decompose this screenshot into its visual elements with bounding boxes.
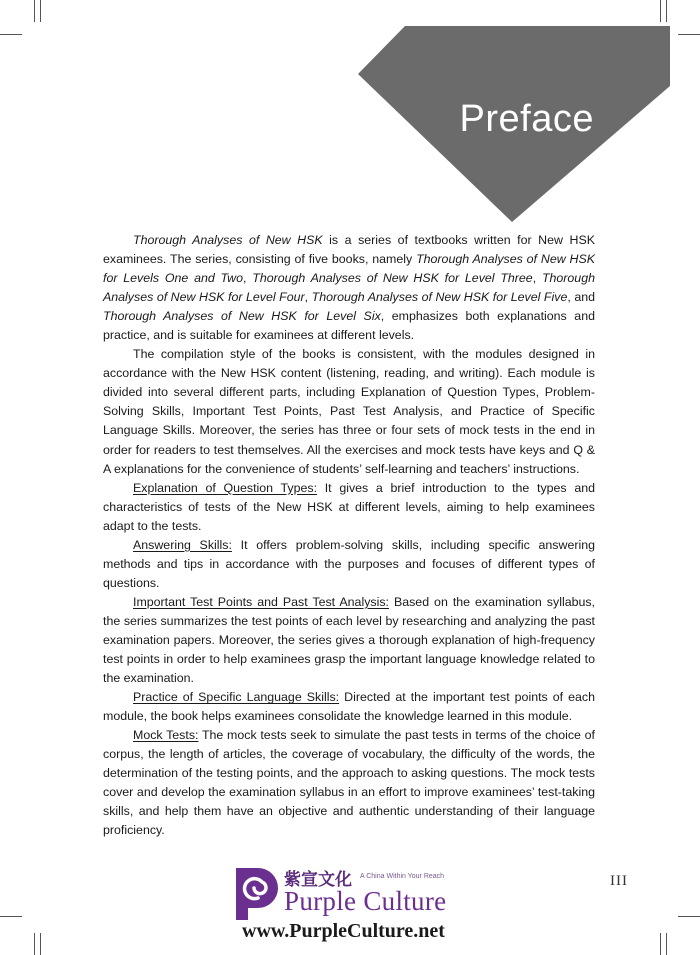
book-title: Thorough Analyses of New HSK for Level Six	[103, 309, 381, 324]
body-paragraph	[103, 231, 595, 345]
logo-url: www.PurpleCulture.net	[242, 920, 445, 942]
swirl-logo-icon	[228, 864, 280, 922]
paragraph-text: It gives a brief introduction to the types and characteristics of tests of the New HSK at different levels, aiming to help examinees adapt to the tests.	[103, 480, 595, 533]
preface-body	[103, 231, 595, 841]
book-title: Thorough Analyses of New HSK for Level Four	[103, 271, 595, 305]
paragraph-text: , and	[567, 290, 595, 305]
book-title: Thorough Analyses of New HSK for Level Three	[252, 271, 533, 286]
logo-brand-name: Purple Culture	[284, 886, 447, 916]
paragraph-text: ,	[532, 271, 542, 286]
crop-mark	[678, 916, 700, 917]
crop-mark	[34, 933, 35, 955]
paragraph-text: It offers problem-solving skills, including specific answering methods and tips in accordance with the purposes and focuses of different types of questions.	[103, 537, 595, 590]
paragraph-text: The compilation style of the books is consistent, with the modules designed in accordance with the New HSK content (listening, reading, and writing). Each module is divided into several different parts, including Explanation of Question Types, Problem-Solving Skills, Important Test Points, Past Test Analysis, and Practice of Specific Language Skills. Moreover, the series has three or four sets of mock tests in the end in order for readers to test themselves. All the exercises and mock tests have keys and Q & A explanations for the convenience of students’ self-learning and teachers’ instructions.	[103, 347, 595, 476]
paragraph-text: , emphasizes both explanations and practice, and is suitable for examinees at different levels.	[103, 309, 595, 343]
body-paragraph	[103, 536, 595, 593]
page-title: Preface	[459, 98, 594, 140]
paragraph-text: Based on the examination syllabus, the series summarizes the test points of each level by researching and analyzing the past examination papers. Moreover, the series gives a thorough explanation of high-frequency test points in order to help examinees grasp the important language knowledge related to the examination.	[103, 594, 596, 686]
crop-mark	[666, 933, 667, 955]
section-heading: Important Test Points and Past Test Analysis:	[133, 594, 389, 609]
book-title: Thorough Analyses of New HSK for Level Five	[311, 290, 568, 305]
logo-tagline: A China Within Your Reach	[360, 873, 445, 880]
logo-chinese-name: 紫宣文化	[284, 870, 352, 890]
paragraph-text: is a series of textbooks written for New HSK examinees. The series, consisting of five books, namely	[103, 233, 595, 267]
paragraph-text: ,	[304, 290, 312, 305]
book-title: Thorough Analyses of New HSK	[133, 233, 323, 247]
section-heading: Explanation of Question Types:	[133, 480, 318, 495]
section-heading: Answering Skills:	[133, 537, 232, 552]
body-paragraph	[103, 345, 595, 478]
page-number: III	[610, 873, 628, 889]
section-heading: Mock Tests:	[133, 728, 199, 743]
paragraph-text: The mock tests seek to simulate the past tests in terms of the choice of corpus, the length of articles, the coverage of vocabulary, the difficulty of the words, the determination of the testing points, and the approach to asking questions. The mock tests cover and develop the examination syllabus in an effort to improve examinees’ test-taking skills, and help them have an objective and authentic understanding of their language proficiency.	[103, 728, 595, 838]
paragraph-text: ,	[243, 271, 253, 286]
preface-banner	[0, 0, 700, 240]
book-title: Thorough Analyses of New HSK for Levels One and Two	[103, 252, 595, 286]
section-heading: Practice of Specific Language Skills:	[133, 690, 340, 705]
body-paragraph	[103, 688, 595, 726]
crop-mark	[0, 916, 22, 917]
purple-culture-logo	[228, 862, 488, 942]
paragraph-text: Directed at the important test points of each module, the book helps examinees consolidate the knowledge learned in this module.	[103, 690, 596, 724]
body-paragraph	[103, 726, 595, 840]
crop-mark	[660, 933, 661, 955]
crop-mark	[40, 933, 41, 955]
body-paragraph	[103, 479, 595, 536]
body-paragraph	[103, 593, 595, 688]
